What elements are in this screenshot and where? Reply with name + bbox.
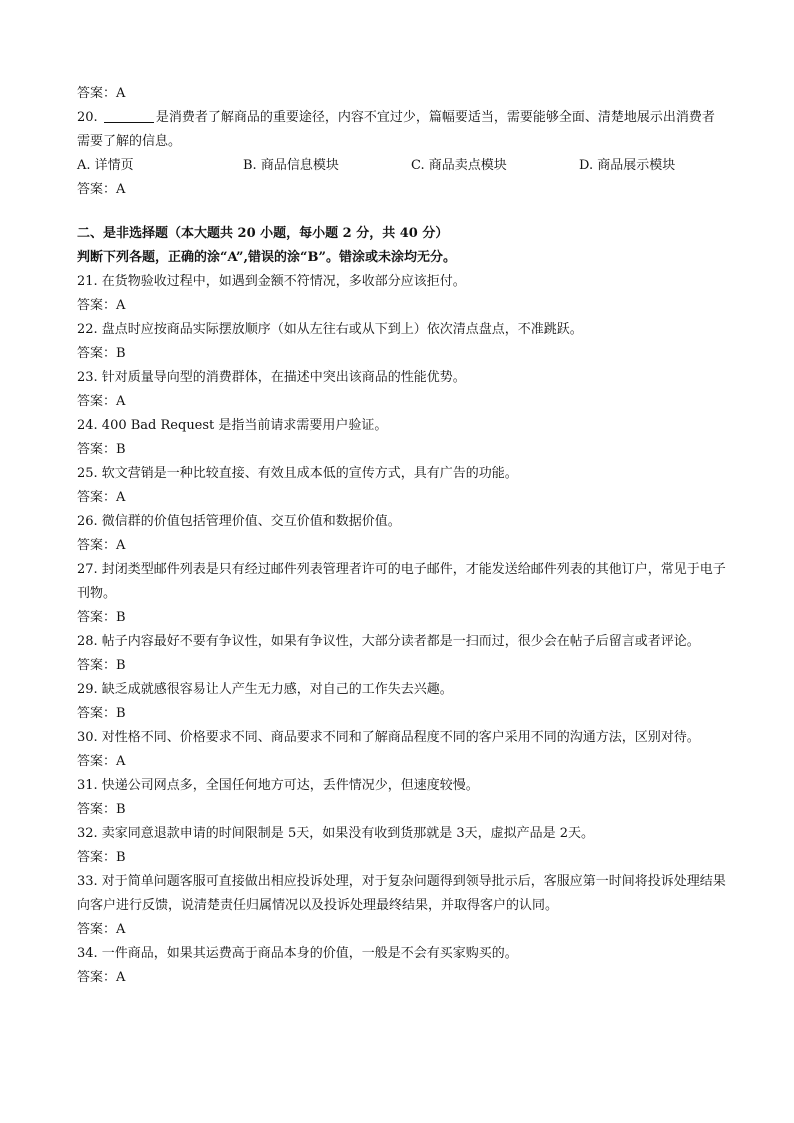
question-number: 20. [77,110,98,125]
answer: 答案：A [77,970,126,985]
answer: 答案：A [77,394,126,409]
question-item [77,870,727,942]
question-text: 25. 软文营销是一种比较直接、有效且成本低的宣传方式，具有广告的功能。 [77,466,518,481]
question-item [77,678,727,726]
question-item [77,510,727,558]
section-gap [77,202,727,222]
question-text: 是消费者了解商品的重要途径，内容不宜过少，篇幅要适当，需要能够全面、清楚地展示出消费者需要了解的信息。 [77,110,715,149]
answer: 答案：B [77,442,126,457]
answer: 答案：A [77,922,126,937]
options-row [77,154,727,178]
question-20-line [77,110,715,149]
question-text: 30. 对性格不同、价格要求不同、商品要求不同和了解商品程度不同的客户采用不同的沟通方法，区别对待。 [77,730,700,745]
option-c: C. 商品卖点模块 [411,158,507,173]
document-page [77,82,727,990]
question-text: 34. 一件商品，如果其运费高于商品本身的价值，一般是不会有买家购买的。 [77,946,518,961]
answer-19: 答案：A [77,86,126,101]
question-item [77,414,727,462]
question-text: 27. 封闭类型邮件列表是只有经过邮件列表管理者许可的电子邮件，才能发送给邮件列表的其他订户，常见于电子刊物。 [77,562,726,601]
question-text: 22. 盘点时应按商品实际摆放顺序（如从左往右或从下到上）依次清点盘点，不准跳跃。 [77,322,583,337]
answer: 答案：B [77,610,126,625]
answer-20: 答案：A [77,182,126,197]
question-text: 26. 微信群的价值包括管理价值、交互价值和数据价值。 [77,514,401,529]
answer: 答案：B [77,346,126,361]
question-item [77,726,727,774]
question-20 [77,106,727,154]
answer: 答案：B [77,850,126,865]
question-text: 29. 缺乏成就感很容易让人产生无力感，对自己的工作失去兴趣。 [77,682,453,697]
question-item [77,270,727,318]
question-item [77,822,727,870]
answer: 答案：A [77,538,126,553]
question-item [77,462,727,510]
question-item [77,630,727,678]
question-text: 33. 对于简单问题客服可直接做出相应投诉处理，对于复杂问题得到领导批示后，客服应第一时间将投诉处理结果向客户进行反馈，说清楚责任归属情况以及投诉处理最终结果，并取得客户的认同。 [77,874,726,913]
question-list [77,270,727,990]
question-item [77,318,727,366]
answer: 答案：B [77,706,126,721]
answer: 答案：B [77,658,126,673]
section-title: 二、是非选择题（本大题共 20 小题，每小题 2 分，共 40 分） [77,226,449,241]
answer: 答案：B [77,802,126,817]
question-text: 28. 帖子内容最好不要有争议性，如果有争议性，大部分读者都是一扫而过，很少会在帖子后留言或者评论。 [77,634,700,649]
answer: 答案：A [77,298,126,313]
option-a: A. 详情页 [77,158,134,173]
fill-blank [104,108,154,123]
question-item [77,558,727,630]
question-text: 24. 400 Bad Request 是指当前请求需要用户验证。 [77,418,388,433]
section-instruction: 判断下列各题，正确的涂“A”,错误的涂“B”。错涂或未涂均无分。 [77,250,456,265]
question-item [77,366,727,414]
question-text: 32. 卖家同意退款申请的时间限制是 5天，如果没有收到货那就是 3天，虚拟产品是 2天。 [77,826,595,841]
question-item [77,774,727,822]
question-item [77,942,727,990]
question-text: 21. 在货物验收过程中，如遇到金额不符情况，多收部分应该拒付。 [77,274,466,289]
answer: 答案：A [77,754,126,769]
answer: 答案：A [77,490,126,505]
option-d: D. 商品展示模块 [579,158,676,173]
question-text: 31. 快递公司网点多，全国任何地方可达，丢件情况少，但速度较慢。 [77,778,479,793]
option-b: B. 商品信息模块 [243,158,339,173]
question-text: 23. 针对质量导向型的消费群体，在描述中突出该商品的性能优势。 [77,370,466,385]
